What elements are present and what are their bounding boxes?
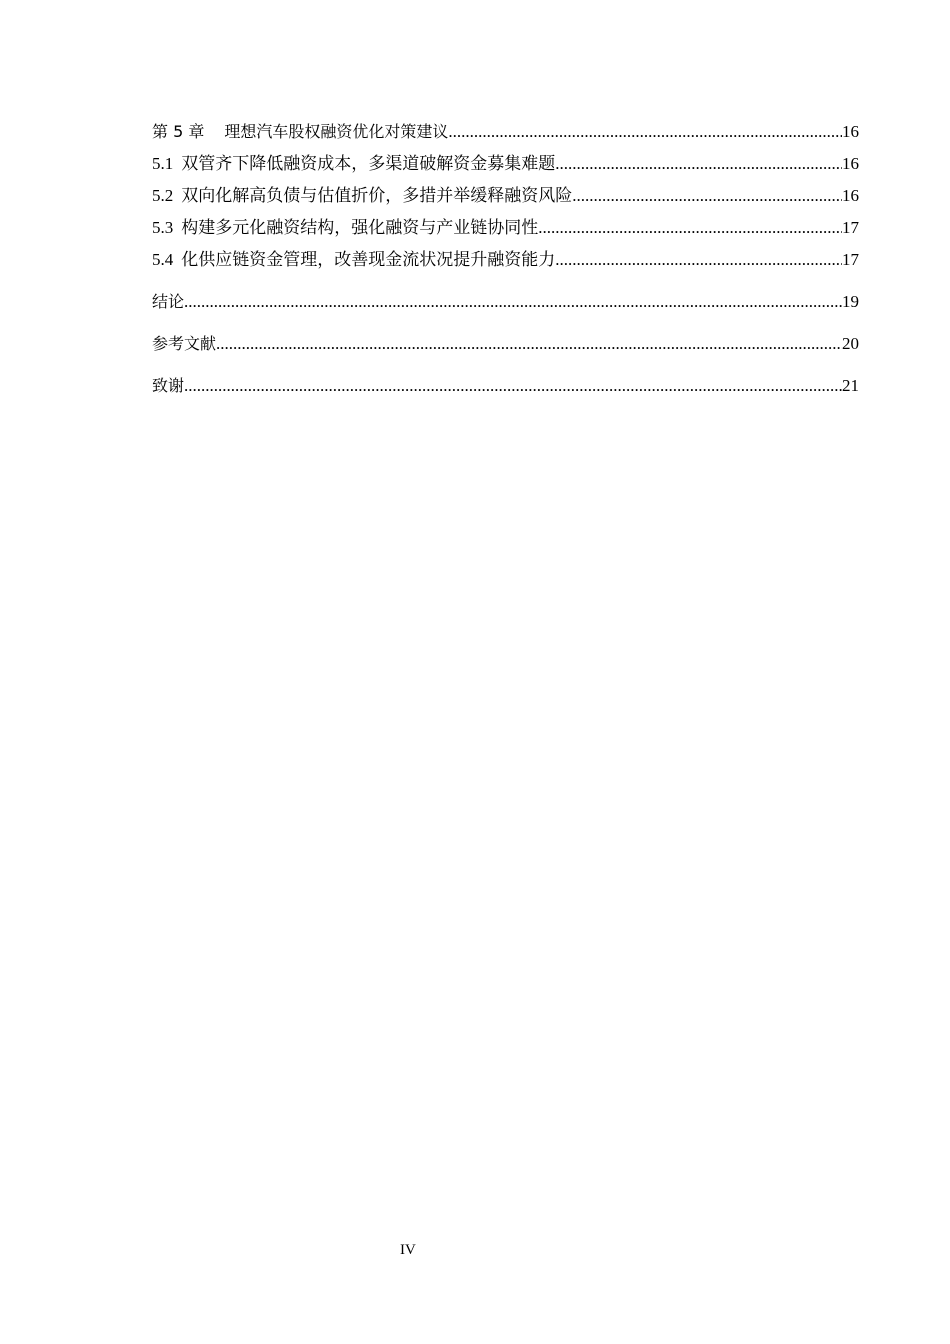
toc-entry-5-1[interactable]	[152, 152, 859, 184]
toc-entry-title	[152, 184, 572, 208]
toc-entry-chapter-5[interactable]	[152, 120, 859, 152]
toc-page-number: 17	[842, 250, 859, 269]
section-number: 5.2	[152, 186, 174, 205]
toc-entry-5-4[interactable]	[152, 248, 859, 280]
toc-page-number: 20	[842, 334, 859, 353]
dot-leader	[572, 184, 842, 208]
table-of-contents	[152, 120, 859, 406]
dot-leader	[184, 290, 842, 314]
section-number: 5.4	[152, 250, 174, 269]
toc-entry-title	[152, 248, 555, 272]
toc-entry-references[interactable]	[152, 332, 859, 364]
toc-entry-title	[152, 120, 448, 144]
toc-page-number: 16	[842, 154, 859, 173]
toc-entry-title: 结论	[152, 292, 185, 311]
toc-entry-title: 参考文献	[152, 334, 217, 353]
dot-leader	[448, 120, 842, 144]
section-title: 双向化解高负债与估值折价，多措并举缓释融资风险	[181, 186, 573, 205]
footer-page-number: IV	[400, 1242, 416, 1258]
toc-entry-acknowledgements[interactable]	[152, 374, 859, 406]
section-title: 化供应链资金管理，改善现金流状况提升融资能力	[181, 250, 556, 269]
toc-entry-title	[152, 152, 555, 176]
chapter-title: 理想汽车股权融资优化对策建议	[224, 122, 449, 141]
toc-page-number: 16	[842, 122, 859, 141]
dot-leader	[555, 152, 842, 176]
toc-page-number: 17	[842, 218, 859, 237]
toc-entry-conclusion[interactable]	[152, 290, 859, 322]
dot-leader	[184, 374, 842, 398]
section-title: 双管齐下降低融资成本，多渠道破解资金募集难题	[181, 154, 556, 173]
toc-page-number: 19	[842, 292, 859, 311]
toc-entry-5-2[interactable]	[152, 184, 859, 216]
dot-leader	[555, 248, 842, 272]
toc-entry-title	[152, 216, 538, 240]
section-number: 5.3	[152, 218, 174, 237]
section-number: 5.1	[152, 154, 174, 173]
section-title: 构建多元化融资结构，强化融资与产业链协同性	[181, 218, 539, 237]
dot-leader	[216, 332, 842, 356]
toc-entry-title: 致谢	[152, 376, 185, 395]
toc-page-number: 16	[842, 186, 859, 205]
toc-page-number: 21	[842, 376, 859, 395]
chapter-label: 第 5 章	[152, 122, 205, 141]
toc-entry-5-3[interactable]	[152, 216, 859, 248]
dot-leader	[538, 216, 842, 240]
